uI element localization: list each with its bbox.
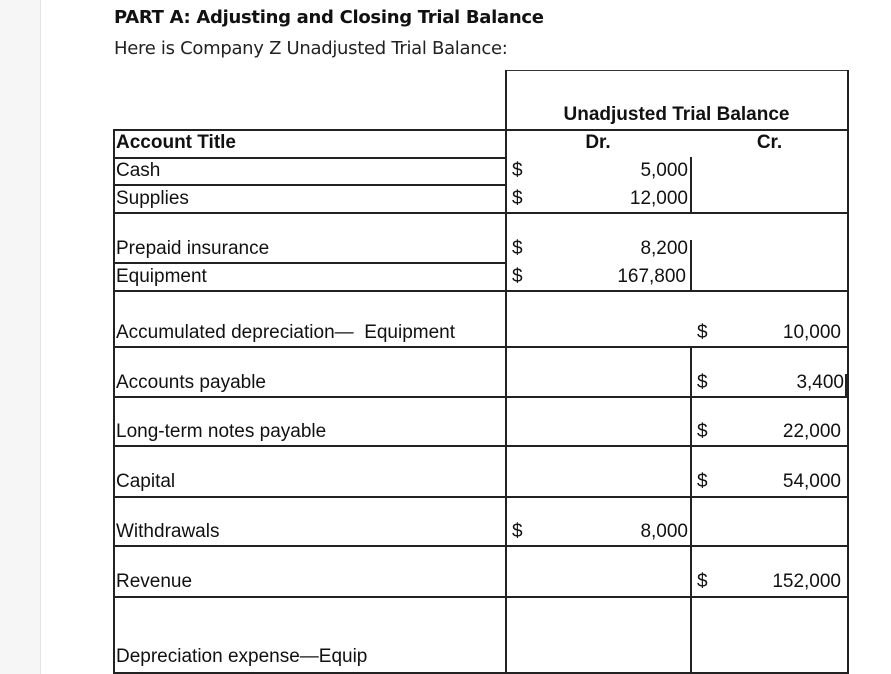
dr-currency: $ <box>512 521 523 542</box>
table-row-account: Revenue <box>116 571 193 592</box>
dr-currency: $ <box>512 188 523 209</box>
group-header: Unadjusted Trial Balance <box>563 104 790 125</box>
dr-value: 12,000 <box>629 188 688 209</box>
dr-currency: $ <box>512 238 523 259</box>
col-header-dr: Dr. <box>585 132 611 153</box>
cr-currency: $ <box>697 372 708 393</box>
cr-value: 22,000 <box>782 421 841 442</box>
table-row-account: Equipment <box>116 266 207 287</box>
dr-value: 5,000 <box>640 160 688 181</box>
cr-value: 10,000 <box>782 322 841 343</box>
dr-value: 8,200 <box>640 238 688 259</box>
dr-currency: $ <box>512 160 523 181</box>
col-header-account: Account Title <box>116 132 236 153</box>
cr-value: 54,000 <box>782 471 841 492</box>
dr-currency: $ <box>512 266 523 287</box>
table-row-account: Depreciation expense—Equip <box>116 646 368 667</box>
cr-currency: $ <box>697 571 708 592</box>
cr-currency: $ <box>697 322 708 343</box>
table-row-account: Withdrawals <box>116 521 220 542</box>
table-row-account: Accounts payable <box>116 372 266 393</box>
section-subheading: Here is Company Z Unadjusted Trial Balance: <box>114 38 508 59</box>
cr-currency: $ <box>697 471 708 492</box>
dr-value: 8,000 <box>640 521 688 542</box>
cr-currency: $ <box>697 421 708 442</box>
table-row-account: Capital <box>116 471 176 492</box>
cr-value: 152,000 <box>772 571 841 592</box>
left-gutter <box>0 0 41 674</box>
table-row-account: Accumulated depreciation— Equipment <box>116 322 456 343</box>
table-row-account: Supplies <box>116 188 189 209</box>
table-row-account: Long-term notes payable <box>116 421 327 442</box>
section-heading: PART A: Adjusting and Closing Trial Balance <box>114 7 544 28</box>
table-row-account: Cash <box>116 160 161 181</box>
dr-value: 167,800 <box>617 266 686 287</box>
col-header-cr: Cr. <box>756 132 783 153</box>
table-row-account: Prepaid insurance <box>116 238 270 259</box>
cr-value: 3,400 <box>796 372 844 393</box>
